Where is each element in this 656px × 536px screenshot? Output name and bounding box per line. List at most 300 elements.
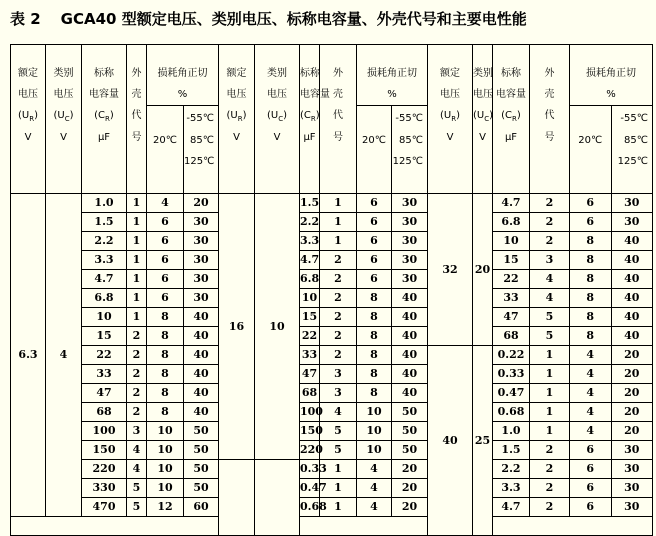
cell-rated-voltage: 16 bbox=[219, 194, 255, 460]
table-row bbox=[11, 479, 653, 498]
cell-capacitance: 68 bbox=[82, 403, 127, 422]
cell-loss-cold: 50 bbox=[392, 403, 428, 422]
header-case-code-line: 代 bbox=[333, 110, 343, 122]
cell-capacitance: 470 bbox=[82, 498, 127, 517]
cell-loss-cold: 30 bbox=[184, 213, 219, 232]
cell-loss-20c: 8 bbox=[147, 327, 184, 346]
cell-loss-cold: 40 bbox=[184, 384, 219, 403]
cell-case-code: 5 bbox=[320, 441, 357, 460]
cell-loss-cold: 40 bbox=[392, 327, 428, 346]
cell-loss-cold: 50 bbox=[184, 441, 219, 460]
table-row bbox=[11, 460, 653, 479]
cell-capacitance: 4.7 bbox=[82, 270, 127, 289]
header-rated-voltage-line: V bbox=[446, 131, 454, 143]
cell-loss-20c: 10 bbox=[147, 479, 184, 498]
cell-capacitance: 10 bbox=[300, 289, 320, 308]
cell-capacitance: 6.8 bbox=[493, 213, 530, 232]
cell-loss-20c: 8 bbox=[147, 346, 184, 365]
header-case-code-line: 外 bbox=[131, 68, 142, 79]
cell-capacitance: 15 bbox=[300, 308, 320, 327]
cell-case-code: 1 bbox=[127, 308, 147, 327]
header-loss-tangent-line: % bbox=[387, 89, 397, 101]
header-category-voltage-line: V bbox=[273, 131, 281, 143]
cell-case-code: 2 bbox=[320, 251, 357, 270]
cell-loss-cold: 50 bbox=[184, 422, 219, 441]
cell-category-voltage: 4 bbox=[46, 194, 82, 517]
cell-loss-cold: 20 bbox=[611, 422, 653, 441]
cell-loss-20c: 8 bbox=[357, 308, 392, 327]
cell-loss-20c: 4 bbox=[357, 498, 392, 517]
cell-loss-20c: 10 bbox=[357, 403, 392, 422]
cell-case-code: 2 bbox=[530, 479, 570, 498]
cell-case-code: 1 bbox=[320, 232, 357, 251]
header-capacitance-line: 电容量 bbox=[89, 89, 119, 101]
header-rated-voltage-line: V bbox=[24, 131, 32, 143]
cell-capacitance: 33 bbox=[493, 289, 530, 308]
cell-loss-cold: 20 bbox=[392, 498, 428, 517]
header-category-voltage-line: 类别 bbox=[53, 68, 74, 79]
cell-capacitance: 0.68 bbox=[493, 403, 530, 422]
cell-case-code: 1 bbox=[530, 384, 570, 403]
cell-case-code: 1 bbox=[530, 365, 570, 384]
cell-loss-20c: 6 bbox=[570, 460, 612, 479]
cell-loss-cold: 20 bbox=[611, 403, 653, 422]
cell-case-code: 1 bbox=[127, 194, 147, 213]
cell-rated-voltage: 40 bbox=[428, 346, 473, 536]
header-capacitance-line: 电容量 bbox=[496, 89, 526, 101]
cell-loss-20c: 6 bbox=[147, 213, 184, 232]
cell-case-code: 3 bbox=[530, 251, 570, 270]
cell-loss-cold: 40 bbox=[184, 346, 219, 365]
cell-case-code: 1 bbox=[127, 213, 147, 232]
header-capacitance-line: 标称 bbox=[94, 68, 114, 79]
table-row bbox=[11, 498, 653, 517]
header-loss-cold: -55℃ 85℃ 125℃ bbox=[184, 106, 219, 194]
cell-loss-cold: 20 bbox=[392, 479, 428, 498]
table-row bbox=[11, 365, 653, 384]
cell-capacitance: 100 bbox=[300, 403, 320, 422]
table-row bbox=[11, 346, 653, 365]
header-loss-20c: 20℃ bbox=[147, 106, 184, 194]
cell-loss-20c: 4 bbox=[570, 422, 612, 441]
cell-loss-20c: 12 bbox=[147, 498, 184, 517]
cell-loss-20c: 8 bbox=[570, 270, 612, 289]
cell-loss-cold: 30 bbox=[184, 232, 219, 251]
cell-capacitance: 0.33 bbox=[300, 460, 320, 479]
cell-loss-cold: 20 bbox=[611, 365, 653, 384]
cell-loss-cold: 40 bbox=[611, 327, 653, 346]
cell-loss-20c: 6 bbox=[357, 232, 392, 251]
header-loss-tangent-line: % bbox=[177, 89, 188, 101]
header-rated-voltage-line: V bbox=[233, 131, 240, 143]
header-case-code-line: 外 bbox=[544, 68, 555, 79]
cell-capacitance: 6.8 bbox=[82, 289, 127, 308]
cell-loss-20c: 6 bbox=[357, 270, 392, 289]
header-case-code-line: 壳 bbox=[544, 89, 555, 101]
header-rated-voltage-line: $(U_R)$ bbox=[439, 110, 460, 124]
header-rated-voltage bbox=[219, 45, 255, 194]
cell-capacitance: 150 bbox=[300, 422, 320, 441]
cell-case-code: 1 bbox=[320, 479, 357, 498]
header-rated-voltage-line: 额定 bbox=[226, 68, 247, 79]
cell-capacitance: 1.5 bbox=[493, 441, 530, 460]
cell-loss-cold: 30 bbox=[184, 270, 219, 289]
cell-loss-cold: 40 bbox=[611, 289, 653, 308]
cell-capacitance: 150 bbox=[82, 441, 127, 460]
table-header bbox=[11, 45, 653, 194]
cell-loss-cold: 60 bbox=[184, 498, 219, 517]
cell-case-code: 3 bbox=[320, 365, 357, 384]
cell-case-code: 1 bbox=[320, 498, 357, 517]
cell-loss-20c: 6 bbox=[357, 194, 392, 213]
cell-case-code: 1 bbox=[530, 403, 570, 422]
header-case-code bbox=[320, 45, 357, 194]
cell-case-code: 1 bbox=[320, 460, 357, 479]
cell-loss-cold: 30 bbox=[184, 251, 219, 270]
cell-capacitance: 33 bbox=[300, 346, 320, 365]
cell-loss-20c: 8 bbox=[147, 365, 184, 384]
header-rated-voltage-line: 额定 bbox=[18, 68, 38, 79]
cell-case-code: 5 bbox=[127, 498, 147, 517]
cell-case-code: 4 bbox=[530, 289, 570, 308]
cell-loss-20c: 8 bbox=[357, 384, 392, 403]
cell-case-code: 2 bbox=[320, 270, 357, 289]
header-category-voltage bbox=[46, 45, 82, 194]
header-capacitance-line: μF bbox=[303, 131, 316, 143]
cell-loss-20c: 4 bbox=[357, 479, 392, 498]
cell-loss-20c: 4 bbox=[147, 194, 184, 213]
cell-loss-20c: 10 bbox=[357, 441, 392, 460]
header-loss-cold: -55℃ 85℃ 125℃ bbox=[392, 106, 428, 194]
cell-case-code: 5 bbox=[320, 422, 357, 441]
cell-case-code: 5 bbox=[530, 327, 570, 346]
cell-loss-20c: 4 bbox=[570, 346, 612, 365]
cell-loss-cold: 30 bbox=[392, 194, 428, 213]
cell-loss-20c: 6 bbox=[570, 441, 612, 460]
cell-case-code: 3 bbox=[127, 422, 147, 441]
cell-loss-cold: 30 bbox=[392, 270, 428, 289]
cell-loss-cold: 30 bbox=[392, 213, 428, 232]
header-loss-tangent-line: 损耗角正切 bbox=[157, 68, 208, 79]
header-case-code-line: 号 bbox=[544, 131, 555, 143]
table-row bbox=[11, 517, 653, 536]
header-category-voltage-line: 电压 bbox=[53, 89, 74, 101]
cell-loss-20c: 10 bbox=[147, 460, 184, 479]
cell-loss-cold: 40 bbox=[611, 232, 653, 251]
cell-case-code: 2 bbox=[127, 327, 147, 346]
header-loss-tangent bbox=[570, 45, 653, 106]
header-category-voltage bbox=[473, 45, 493, 194]
cell-case-code: 2 bbox=[530, 498, 570, 517]
cell-category-voltage: 25 bbox=[473, 346, 493, 536]
table-row bbox=[11, 441, 653, 460]
cell-case-code: 5 bbox=[127, 479, 147, 498]
header-category-voltage-line: $(U_C)$ bbox=[53, 110, 74, 124]
cell-capacitance: 10 bbox=[82, 308, 127, 327]
cell-loss-20c: 6 bbox=[147, 232, 184, 251]
header-rated-voltage bbox=[428, 45, 473, 194]
cell-loss-cold: 30 bbox=[611, 498, 653, 517]
cell-case-code: 2 bbox=[127, 384, 147, 403]
header-rated-voltage-line: $(U_R)$ bbox=[226, 110, 247, 124]
cell-capacitance: 4.7 bbox=[493, 498, 530, 517]
table-row bbox=[11, 327, 653, 346]
cell-loss-20c: 8 bbox=[147, 403, 184, 422]
header-rated-voltage-line: 电压 bbox=[226, 89, 247, 101]
cell-loss-cold: 40 bbox=[392, 365, 428, 384]
header-category-voltage-line: 电压 bbox=[473, 89, 493, 101]
cell-capacitance: 3.3 bbox=[82, 251, 127, 270]
cell-loss-cold: 20 bbox=[184, 194, 219, 213]
cell-capacitance: 4.7 bbox=[493, 194, 530, 213]
header-category-voltage-line: $(U_C)$ bbox=[473, 110, 494, 124]
header-category-voltage-line: 类别 bbox=[267, 68, 287, 79]
cell-loss-20c: 4 bbox=[570, 403, 612, 422]
cell-case-code: 2 bbox=[530, 232, 570, 251]
table-row bbox=[11, 270, 653, 289]
cell-capacitance: 1.0 bbox=[82, 194, 127, 213]
table-row bbox=[11, 308, 653, 327]
cell-loss-20c: 10 bbox=[147, 441, 184, 460]
cell-case-code: 1 bbox=[127, 289, 147, 308]
table-number: 表 2 bbox=[10, 10, 41, 28]
cell-case-code: 2 bbox=[530, 460, 570, 479]
cell-capacitance: 47 bbox=[300, 365, 320, 384]
cell-case-code: 2 bbox=[320, 346, 357, 365]
cell-capacitance: 0.47 bbox=[493, 384, 530, 403]
capacitor-spec-table bbox=[10, 44, 653, 536]
cell-capacitance: 0.33 bbox=[493, 365, 530, 384]
cell-loss-cold: 40 bbox=[184, 327, 219, 346]
header-category-voltage-line: 电压 bbox=[267, 89, 287, 101]
cell-case-code: 4 bbox=[127, 460, 147, 479]
cell-category-voltage-empty bbox=[255, 460, 300, 536]
cell-loss-20c: 8 bbox=[147, 384, 184, 403]
cell-loss-cold: 40 bbox=[184, 365, 219, 384]
header-loss-20c: 20℃ bbox=[570, 106, 612, 194]
header-category-voltage-line: 类别 bbox=[473, 68, 493, 79]
cell-rated-voltage: 6.3 bbox=[11, 194, 46, 517]
cell-loss-cold: 40 bbox=[611, 270, 653, 289]
header-rated-voltage bbox=[11, 45, 46, 194]
cell-loss-cold: 40 bbox=[392, 384, 428, 403]
cell-case-code: 1 bbox=[127, 270, 147, 289]
header-loss-cold: -55℃ 85℃ 125℃ bbox=[611, 106, 653, 194]
cell-loss-cold: 20 bbox=[392, 460, 428, 479]
cell-loss-20c: 6 bbox=[570, 498, 612, 517]
header-case-code bbox=[127, 45, 147, 194]
cell-capacitance: 47 bbox=[82, 384, 127, 403]
cell-loss-cold: 40 bbox=[184, 308, 219, 327]
cell-capacitance: 220 bbox=[300, 441, 320, 460]
cell-loss-cold: 40 bbox=[392, 346, 428, 365]
cell-loss-20c: 10 bbox=[357, 422, 392, 441]
header-loss-tangent bbox=[147, 45, 219, 106]
cell-case-code: 2 bbox=[530, 194, 570, 213]
header-rated-voltage-line: 电压 bbox=[440, 89, 460, 101]
table-row bbox=[11, 251, 653, 270]
cell-loss-cold: 40 bbox=[611, 251, 653, 270]
cell-case-code: 1 bbox=[320, 194, 357, 213]
header-category-voltage-line: V bbox=[479, 131, 486, 143]
cell-loss-cold: 30 bbox=[611, 441, 653, 460]
cell-capacitance: 0.22 bbox=[493, 346, 530, 365]
cell-case-code: 1 bbox=[320, 213, 357, 232]
cell-loss-20c: 8 bbox=[357, 327, 392, 346]
cell-loss-20c: 6 bbox=[147, 289, 184, 308]
header-loss-tangent-line: % bbox=[606, 89, 616, 101]
cell-capacitance: 15 bbox=[82, 327, 127, 346]
cell-loss-20c: 6 bbox=[357, 213, 392, 232]
header-loss-tangent bbox=[357, 45, 428, 106]
cell-case-code: 4 bbox=[127, 441, 147, 460]
header-case-code-line: 壳 bbox=[333, 89, 343, 101]
cell-loss-cold: 50 bbox=[184, 460, 219, 479]
cell-loss-cold: 20 bbox=[611, 346, 653, 365]
cell-capacitance: 3.3 bbox=[300, 232, 320, 251]
cell-capacitance: 33 bbox=[82, 365, 127, 384]
cell-empty bbox=[493, 517, 653, 536]
cell-case-code: 2 bbox=[530, 441, 570, 460]
cell-loss-cold: 20 bbox=[611, 384, 653, 403]
cell-capacitance: 47 bbox=[493, 308, 530, 327]
header-capacitance-line: μF bbox=[97, 131, 111, 143]
header-case-code-line: 代 bbox=[131, 110, 142, 122]
cell-loss-20c: 6 bbox=[147, 270, 184, 289]
header-loss-20c: 20℃ bbox=[357, 106, 392, 194]
cell-loss-cold: 50 bbox=[184, 479, 219, 498]
cell-loss-20c: 8 bbox=[570, 308, 612, 327]
table-row bbox=[11, 403, 653, 422]
cell-loss-cold: 30 bbox=[611, 460, 653, 479]
table-row bbox=[11, 289, 653, 308]
cell-capacitance: 4.7 bbox=[300, 251, 320, 270]
cell-capacitance: 68 bbox=[300, 384, 320, 403]
cell-case-code: 1 bbox=[127, 251, 147, 270]
cell-rated-voltage: 32 bbox=[428, 194, 473, 346]
header-rated-voltage-line: 额定 bbox=[440, 68, 460, 79]
header-case-code-line: 号 bbox=[333, 131, 343, 143]
cell-loss-20c: 6 bbox=[570, 479, 612, 498]
cell-loss-20c: 6 bbox=[570, 213, 612, 232]
cell-loss-cold: 30 bbox=[392, 232, 428, 251]
header-category-voltage bbox=[255, 45, 300, 194]
cell-loss-cold: 50 bbox=[392, 441, 428, 460]
cell-loss-20c: 10 bbox=[147, 422, 184, 441]
cell-loss-cold: 40 bbox=[392, 289, 428, 308]
header-category-voltage-line: V bbox=[60, 131, 67, 143]
cell-capacitance: 0.68 bbox=[300, 498, 320, 517]
header-capacitance-line: 标称 bbox=[501, 68, 521, 79]
header-case-code-line: 号 bbox=[131, 131, 142, 143]
header-case-code-line: 外 bbox=[333, 68, 343, 79]
cell-capacitance: 2.2 bbox=[300, 213, 320, 232]
cell-loss-20c: 4 bbox=[570, 365, 612, 384]
table-row bbox=[11, 213, 653, 232]
header-capacitance-line: $(C_R)$ bbox=[501, 110, 521, 124]
header-capacitance-line: 标称 bbox=[300, 68, 320, 79]
cell-loss-20c: 8 bbox=[570, 327, 612, 346]
cell-case-code: 2 bbox=[320, 308, 357, 327]
header-capacitance-line: 电容量 bbox=[300, 89, 330, 101]
header-loss-tangent-line: 损耗角正切 bbox=[367, 68, 417, 79]
cell-case-code: 1 bbox=[127, 232, 147, 251]
cell-loss-cold: 50 bbox=[392, 422, 428, 441]
cell-case-code: 4 bbox=[530, 270, 570, 289]
cell-loss-20c: 8 bbox=[147, 308, 184, 327]
cell-loss-cold: 40 bbox=[611, 308, 653, 327]
table-row bbox=[11, 194, 653, 213]
cell-loss-cold: 30 bbox=[392, 251, 428, 270]
cell-capacitance: 220 bbox=[82, 460, 127, 479]
cell-case-code: 1 bbox=[530, 422, 570, 441]
cell-empty bbox=[11, 517, 219, 536]
header-capacitance-line: μF bbox=[504, 131, 518, 143]
header-capacitance bbox=[300, 45, 330, 194]
header-case-code-line: 代 bbox=[544, 110, 555, 122]
header-capacitance bbox=[82, 45, 127, 194]
cell-capacitance: 0.47 bbox=[300, 479, 320, 498]
cell-case-code: 4 bbox=[320, 403, 357, 422]
cell-loss-20c: 8 bbox=[570, 232, 612, 251]
cell-case-code: 2 bbox=[320, 327, 357, 346]
cell-case-code: 2 bbox=[127, 346, 147, 365]
cell-loss-20c: 8 bbox=[357, 289, 392, 308]
header-capacitance-line: $(C_R)$ bbox=[94, 110, 114, 124]
cell-capacitance: 22 bbox=[82, 346, 127, 365]
cell-loss-cold: 30 bbox=[611, 479, 653, 498]
cell-case-code: 5 bbox=[530, 308, 570, 327]
cell-category-voltage: 20 bbox=[473, 194, 493, 346]
cell-case-code: 2 bbox=[320, 289, 357, 308]
cell-loss-20c: 8 bbox=[357, 346, 392, 365]
cell-capacitance: 2.2 bbox=[82, 232, 127, 251]
table-row bbox=[11, 422, 653, 441]
header-category-voltage-line: $(U_C)$ bbox=[266, 110, 288, 124]
cell-empty bbox=[300, 517, 428, 536]
cell-loss-20c: 8 bbox=[570, 251, 612, 270]
cell-capacitance: 2.2 bbox=[493, 460, 530, 479]
cell-rated-voltage-empty bbox=[219, 460, 255, 536]
cell-capacitance: 10 bbox=[493, 232, 530, 251]
cell-capacitance: 3.3 bbox=[493, 479, 530, 498]
cell-loss-20c: 4 bbox=[570, 384, 612, 403]
cell-loss-20c: 4 bbox=[357, 460, 392, 479]
header-capacitance bbox=[493, 45, 530, 194]
cell-loss-cold: 40 bbox=[184, 403, 219, 422]
cell-category-voltage: 10 bbox=[255, 194, 300, 460]
cell-case-code: 1 bbox=[530, 346, 570, 365]
cell-capacitance: 1.5 bbox=[300, 194, 320, 213]
cell-capacitance: 100 bbox=[82, 422, 127, 441]
cell-case-code: 2 bbox=[127, 365, 147, 384]
table-body bbox=[11, 194, 653, 536]
cell-capacitance: 330 bbox=[82, 479, 127, 498]
cell-loss-20c: 6 bbox=[570, 194, 612, 213]
header-case-code-line: 壳 bbox=[131, 89, 142, 101]
cell-case-code: 2 bbox=[127, 403, 147, 422]
cell-loss-cold: 40 bbox=[392, 308, 428, 327]
cell-loss-cold: 30 bbox=[184, 289, 219, 308]
cell-loss-cold: 30 bbox=[611, 194, 653, 213]
cell-capacitance: 22 bbox=[300, 327, 320, 346]
header-loss-tangent-line: 损耗角正切 bbox=[586, 68, 636, 79]
cell-capacitance: 1.5 bbox=[82, 213, 127, 232]
cell-case-code: 3 bbox=[320, 384, 357, 403]
cell-capacitance: 22 bbox=[493, 270, 530, 289]
header-capacitance-line: $(C_R)$ bbox=[300, 110, 320, 124]
cell-capacitance: 68 bbox=[493, 327, 530, 346]
